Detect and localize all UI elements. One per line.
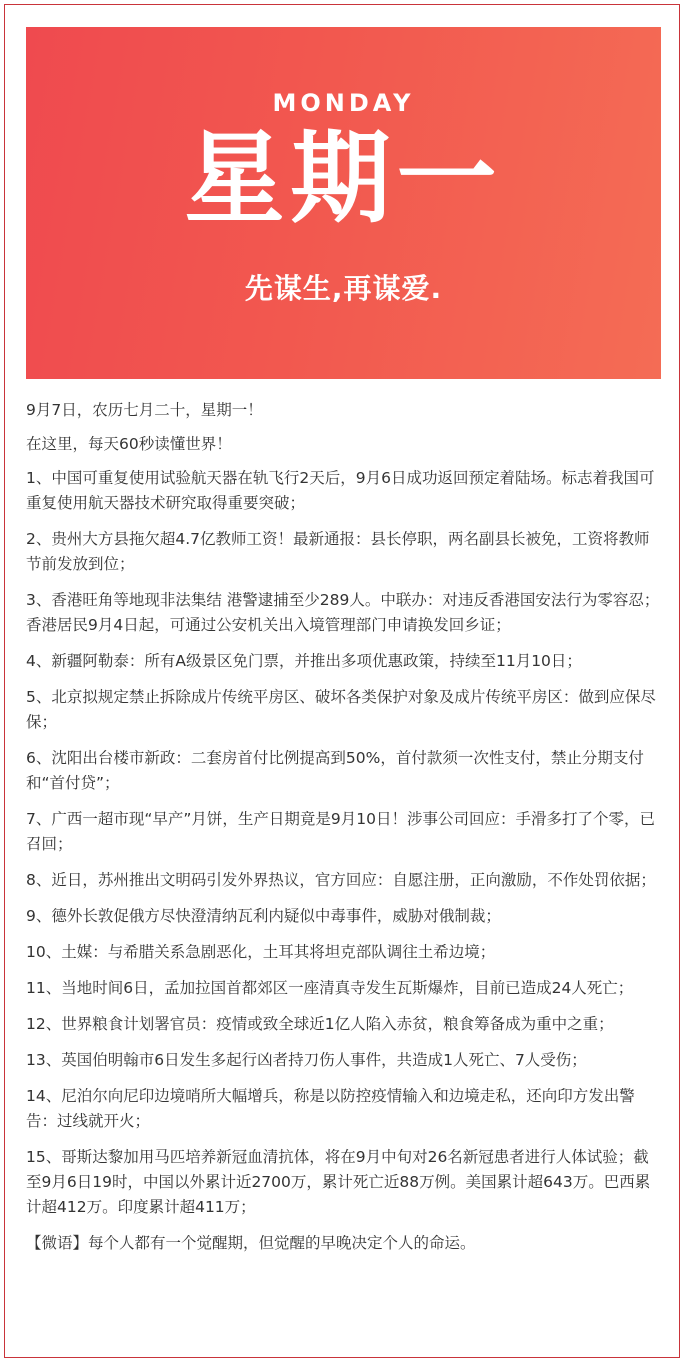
banner-image	[26, 27, 661, 379]
news-item: 13、英国伯明翰市6日发生多起行凶者持刀伤人事件，共造成1人死亡、7人受伤；	[26, 1051, 587, 1069]
banner-weekday-en: MONDAY	[272, 89, 415, 117]
news-item: 2、贵州大方县拖欠超4.7亿教师工资！最新通报：县长停职，两名副县长被免，工资将教师节前发放到位；	[26, 530, 650, 573]
quote-line: 【微语】每个人都有一个觉醒期，但觉醒的早晚决定个人的命运。	[26, 1234, 476, 1252]
banner-slogan: 先谋生,再谋爱.	[244, 272, 443, 305]
article-body	[26, 398, 662, 1267]
news-item: 8、近日，苏州推出文明码引发外界热议，官方回应：自愿注册，正向激励，不作处罚依据；	[26, 871, 656, 889]
news-item: 5、北京拟规定禁止拆除成片传统平房区、破坏各类保护对象及成片传统平房区：做到应保尽保；	[26, 688, 656, 731]
news-item: 11、当地时间6日，孟加拉国首都郊区一座清真寺发生瓦斯爆炸，目前已造成24人死亡；	[26, 979, 634, 997]
news-item: 6、沈阳出台楼市新政：二套房首付比例提高到50%，首付款须一次性支付，禁止分期支付和“首付贷”；	[26, 749, 644, 792]
news-item: 10、土媒：与希腊关系急剧恶化，土耳其将坦克部队调往土希边境；	[26, 943, 496, 961]
intro-line: 在这里，每天60秒读懂世界！	[26, 435, 232, 453]
news-item: 4、新疆阿勒泰：所有A级景区免门票，并推出多项优惠政策，持续至11月10日；	[26, 652, 582, 670]
news-item: 15、哥斯达黎加用马匹培养新冠血清抗体，将在9月中旬对26名新冠患者进行人体试验；截至9月6日19时，中国以外累计近2700万，累计死亡近88万例。美国累计超643万。巴西累计超412万。印度累计超411万；	[26, 1148, 651, 1216]
news-item: 12、世界粮食计划署官员：疫情或致全球近1亿人陷入赤贫，粮食筹备成为重中之重；	[26, 1015, 614, 1033]
news-item: 14、尼泊尔向尼印边境哨所大幅增兵，称是以防控疫情输入和边境走私，还向印方发出警告：过线就开火；	[26, 1087, 635, 1130]
news-item: 3、香港旺角等地现非法集结 港警逮捕至少289人。中联办：对违反香港国安法行为零容忍；香港居民9月4日起，可通过公安机关出入境管理部门申请换发回乡证；	[26, 591, 660, 634]
date-line: 9月7日，农历七月二十，星期一！	[26, 401, 263, 419]
banner-weekday-cn: 星期一	[184, 120, 503, 237]
news-item: 9、德外长敦促俄方尽快澄清纳瓦利内疑似中毒事件，威胁对俄制裁；	[26, 907, 501, 925]
news-item: 1、中国可重复使用试验航天器在轨飞行2天后，9月6日成功返回预定着陆场。标志着我国可重复使用航天器技术研究取得重要突破；	[26, 469, 655, 512]
news-item: 7、广西一超市现“早产”月饼，生产日期竟是9月10日！涉事公司回应：手滑多打了个零，已召回；	[26, 810, 656, 853]
